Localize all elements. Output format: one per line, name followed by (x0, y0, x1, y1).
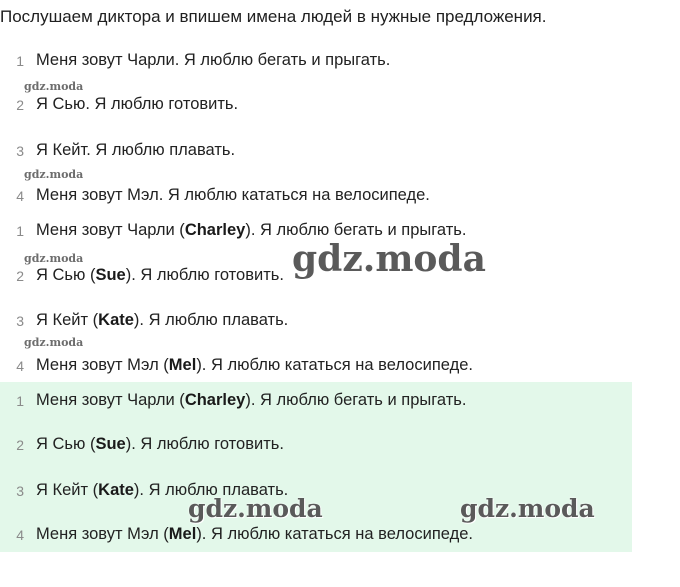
person-name: Kate (98, 311, 134, 329)
item-number: 1 (16, 393, 24, 409)
person-name: Kate (98, 481, 134, 499)
item-number: 4 (16, 188, 24, 204)
item-number: 2 (16, 97, 24, 113)
watermark-large: gdz.moda (460, 494, 595, 523)
item-number: 2 (16, 437, 24, 453)
person-name: Charley (184, 391, 246, 409)
sentence: Меня зовут Мэл (Mel). Я люблю кататься на велосипеде. (36, 525, 473, 543)
person-name: Mel (168, 525, 197, 543)
sentence: Меня зовут Чарли. Я люблю бегать и прыгать. (36, 51, 391, 69)
item-number: 3 (16, 143, 24, 159)
person-name: Charley (184, 221, 246, 239)
item-number: 2 (16, 268, 24, 284)
sentence: Я Кейт. Я люблю плавать. (36, 141, 236, 159)
watermark-large: gdz.moda (292, 238, 486, 280)
item-number: 4 (16, 527, 24, 543)
watermark-small: gdz.moda (24, 336, 84, 349)
item-number: 1 (16, 223, 24, 239)
sentence: Я Кейт (Kate). Я люблю плавать. (36, 311, 289, 329)
sentence: Меня зовут Мэл (Mel). Я люблю кататься на велосипеде. (36, 356, 473, 374)
sentence: Меня зовут Чарли (Charley). Я люблю бегать и прыгать. (36, 391, 467, 409)
sentence: Я Кейт (Kate). Я люблю плавать. (36, 481, 289, 499)
watermark-small: gdz.moda (24, 252, 84, 265)
sentence: Я Сью (Sue). Я люблю готовить. (36, 266, 284, 284)
sentence: Меня зовут Мэл. Я люблю кататься на велосипеде. (36, 186, 430, 204)
item-number: 3 (16, 483, 24, 499)
task-heading: Послушаем диктора и впишем имена людей в нужные предложения. (0, 7, 547, 26)
sentence: Меня зовут Чарли (Charley). Я люблю бегать и прыгать. (36, 221, 467, 239)
sentence: Я Сью. Я люблю готовить. (36, 95, 239, 113)
person-name: Sue (95, 435, 126, 453)
item-number: 4 (16, 358, 24, 374)
watermark-small: gdz.moda (24, 80, 84, 93)
sentence: Я Сью (Sue). Я люблю готовить. (36, 435, 284, 453)
watermark-small: gdz.moda (24, 168, 84, 181)
person-name: Sue (95, 266, 126, 284)
item-number: 3 (16, 313, 24, 329)
person-name: Mel (168, 356, 197, 374)
watermark-large: gdz.moda (188, 494, 323, 523)
item-number: 1 (16, 53, 24, 69)
